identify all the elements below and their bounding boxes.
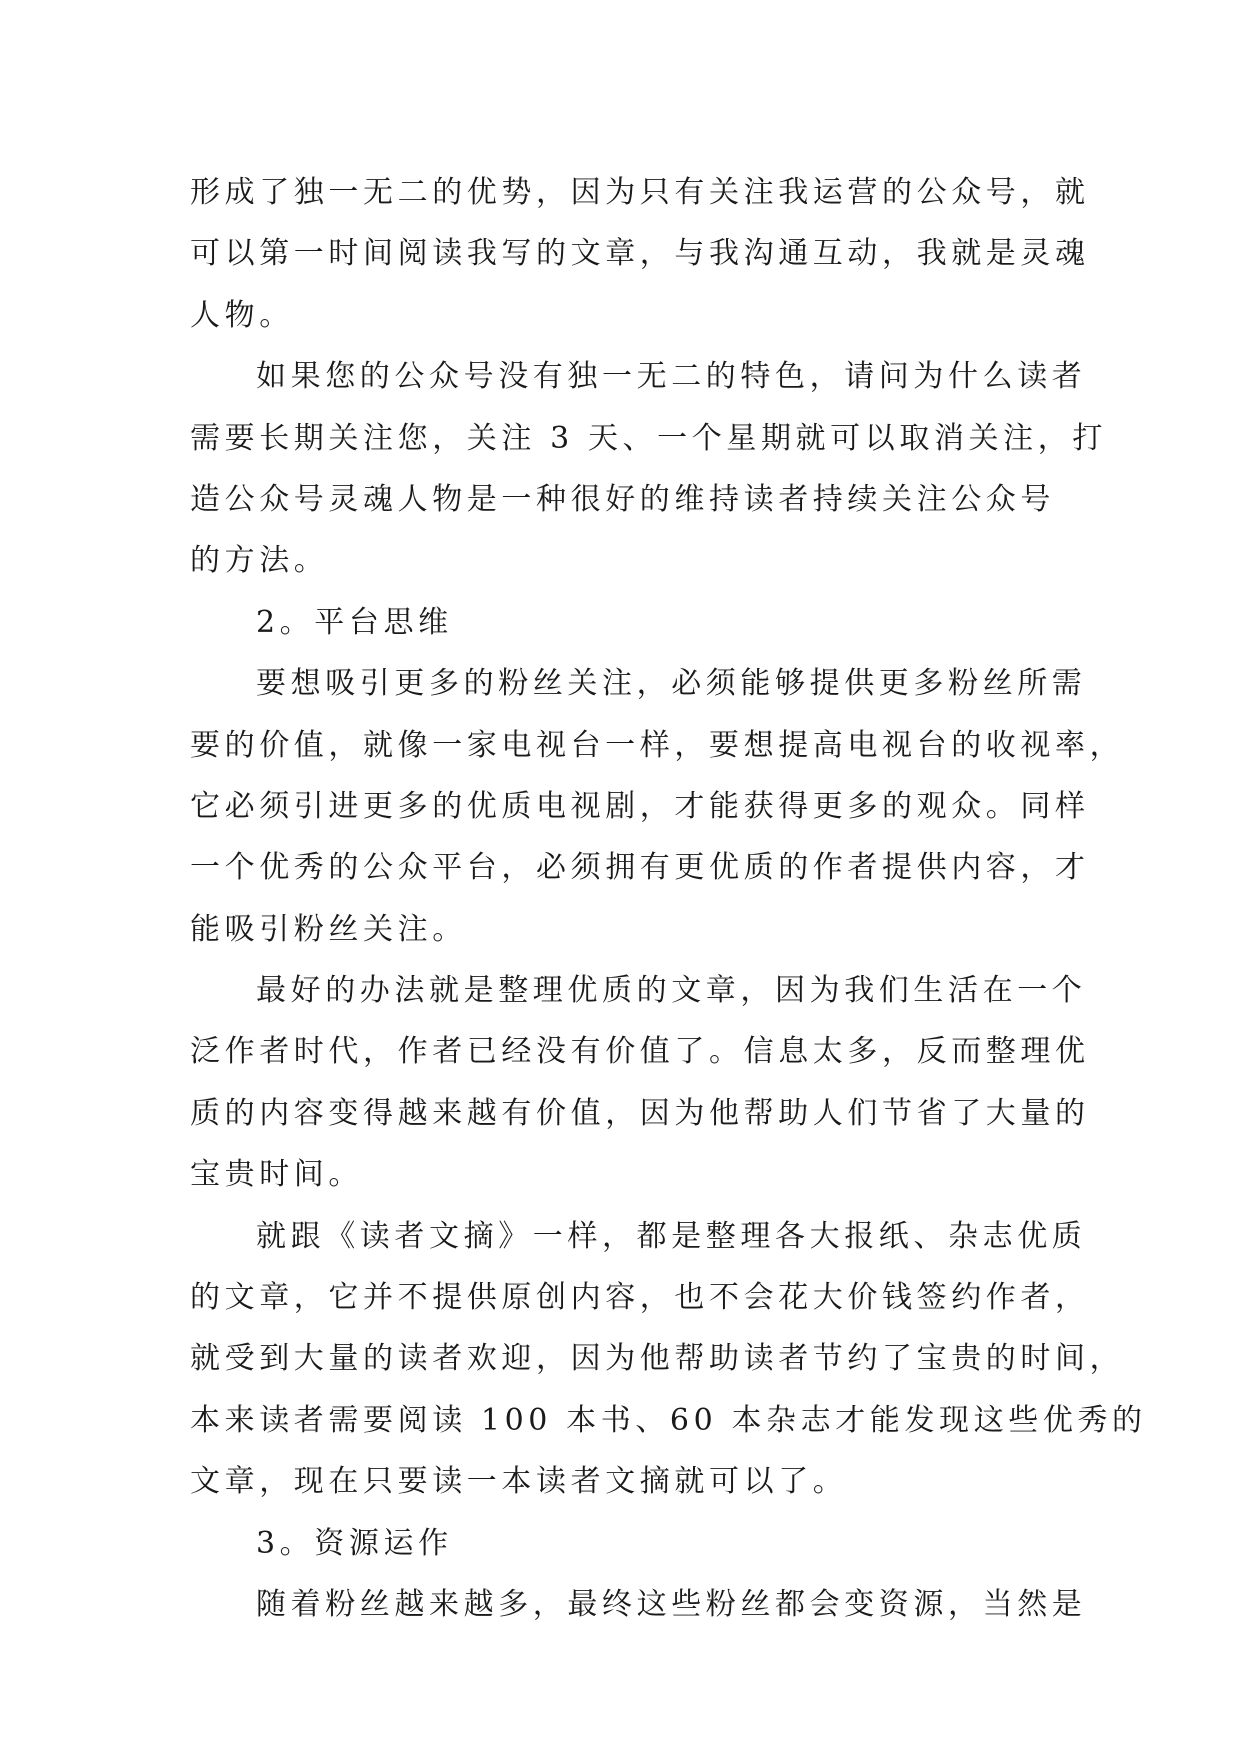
text-line: 的文章，它并不提供原创内容，也不会花大价钱签约作者，	[190, 1280, 1090, 1316]
text-line: 能吸引粉丝关注。	[190, 911, 467, 947]
text-line: 要想吸引更多的粉丝关注，必须能够提供更多粉丝所需	[256, 666, 1087, 702]
text-line: 需要长期关注您，关注 3 天、一个星期就可以取消关注，打	[190, 420, 1107, 456]
text-line: 就受到大量的读者欢迎，因为他帮助读者节约了宝贵的时间，	[190, 1341, 1125, 1377]
text-line: 如果您的公众号没有独一无二的特色，请问为什么读者	[256, 359, 1087, 395]
text-line: 要的价值，就像一家电视台一样，要想提高电视台的收视率，	[190, 727, 1125, 763]
text-line: 2。平台思维	[256, 604, 453, 640]
text-line: 本来读者需要阅读 100 本书、60 本杂志才能发现这些优秀的	[190, 1402, 1147, 1438]
text-line: 宝贵时间。	[190, 1157, 363, 1193]
text-line: 文章，现在只要读一本读者文摘就可以了。	[190, 1464, 848, 1500]
text-line: 人物。	[190, 297, 294, 333]
text-line: 它必须引进更多的优质电视剧，才能获得更多的观众。同样	[190, 788, 1090, 824]
body-text	[190, 162, 1147, 1635]
text-line: 质的内容变得越来越有价值，因为他帮助人们节省了大量的	[190, 1095, 1090, 1131]
text-line: 形成了独一无二的优势，因为只有关注我运营的公众号，就	[190, 175, 1090, 210]
text-line: 一个优秀的公众平台，必须拥有更优质的作者提供内容，才	[190, 850, 1090, 886]
text-line: 可以第一时间阅读我写的文章，与我沟通互动，我就是灵魂	[190, 236, 1090, 272]
text-line: 3。资源运作	[256, 1525, 453, 1561]
text-line: 随着粉丝越来越多，最终这些粉丝都会变资源，当然是	[256, 1586, 1087, 1622]
text-line: 最好的办法就是整理优质的文章，因为我们生活在一个	[256, 973, 1087, 1009]
text-line: 的方法。	[190, 543, 329, 579]
text-line: 造公众号灵魂人物是一种很好的维持读者持续关注公众号	[190, 481, 1055, 517]
text-line: 泛作者时代，作者已经没有价值了。信息太多，反而整理优	[190, 1034, 1090, 1070]
text-line: 就跟《读者文摘》一样，都是整理各大报纸、杂志优质	[256, 1218, 1087, 1254]
